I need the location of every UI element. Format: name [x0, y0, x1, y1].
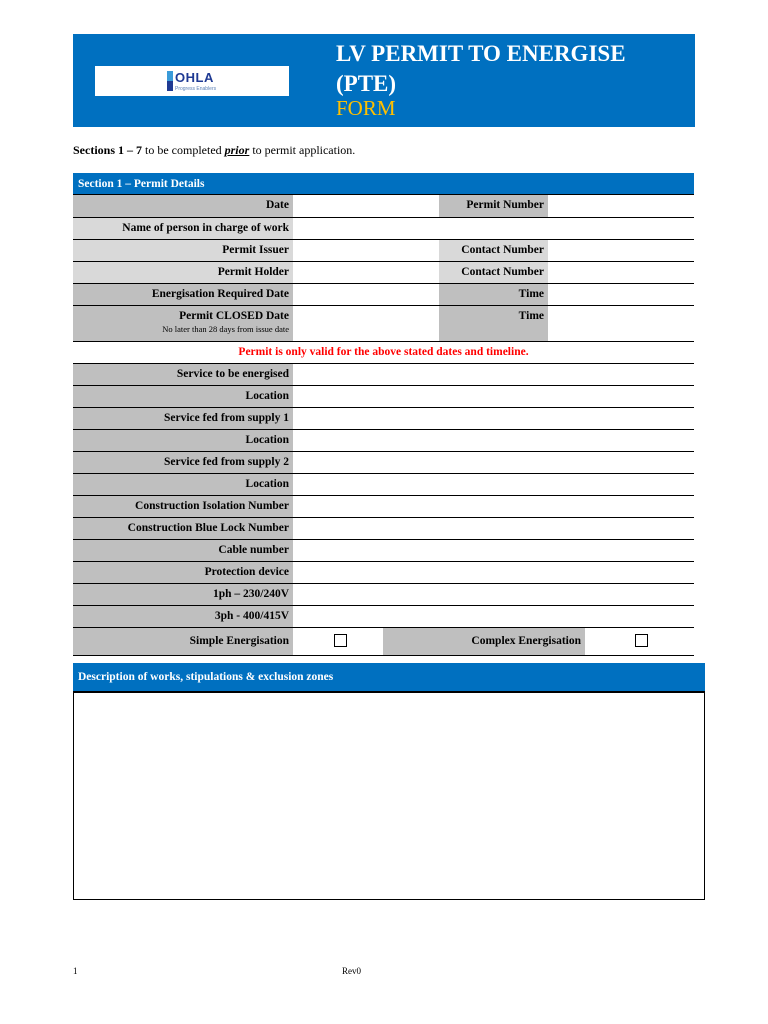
row-energisation-type: [73, 628, 694, 656]
row-energisation-date: [73, 284, 694, 306]
simple-energisation-checkbox[interactable]: [334, 634, 347, 647]
label-permit-holder: Permit Holder: [73, 262, 293, 283]
simple-energisation-cell: [293, 628, 383, 655]
complex-energisation-cell: [585, 628, 694, 655]
closed-date-field[interactable]: [293, 306, 439, 341]
label-supply-2: Service fed from supply 2: [73, 452, 293, 473]
intro-end: to permit application.: [249, 143, 356, 157]
label-1ph: 1ph – 230/240V: [73, 584, 293, 605]
description-textarea[interactable]: [73, 692, 705, 900]
permit-issuer-field[interactable]: [293, 240, 439, 261]
validity-notice-row: [73, 342, 694, 364]
row-supply-1: [73, 408, 694, 430]
form-title-line-1: LV PERMIT TO ENERGISE: [336, 41, 626, 66]
row-location-2: [73, 430, 694, 452]
intro-middle: to be completed: [142, 143, 225, 157]
cable-number-field[interactable]: [293, 540, 694, 561]
3ph-field[interactable]: [293, 606, 694, 627]
row-person-in-charge: [73, 218, 694, 240]
label-blue-lock-number: Construction Blue Lock Number: [73, 518, 293, 539]
1ph-field[interactable]: [293, 584, 694, 605]
row-service: [73, 364, 694, 386]
person-in-charge-field[interactable]: [293, 218, 694, 239]
form-header: [73, 34, 695, 127]
label-3ph: 3ph - 400/415V: [73, 606, 293, 627]
logo-text: OHLA: [175, 70, 214, 85]
complex-energisation-checkbox[interactable]: [635, 634, 648, 647]
intro-sections: Sections 1 – 7: [73, 143, 142, 157]
label-location-3: Location: [73, 474, 293, 495]
permit-number-field[interactable]: [548, 195, 694, 217]
revision-label: Rev0: [342, 966, 361, 976]
form-title-line-2: (PTE): [336, 71, 397, 96]
location-3-field[interactable]: [293, 474, 694, 495]
row-closed-date: [73, 306, 694, 342]
label-person-in-charge: Name of person in charge of work: [73, 218, 293, 239]
row-blue-lock-number: [73, 518, 694, 540]
label-location-1: Location: [73, 386, 293, 407]
form-subtitle: FORM: [336, 96, 396, 120]
row-protection-device: [73, 562, 694, 584]
label-contact-number-2: Contact Number: [439, 262, 548, 283]
protection-device-field[interactable]: [293, 562, 694, 583]
row-3ph: [73, 606, 694, 628]
description-header: Description of works, stipulations & exclusion zones: [73, 663, 705, 692]
label-permit-issuer: Permit Issuer: [73, 240, 293, 261]
row-location-1: [73, 386, 694, 408]
blue-lock-number-field[interactable]: [293, 518, 694, 539]
label-permit-number: Permit Number: [439, 195, 548, 217]
label-time-1: Time: [439, 284, 548, 305]
isolation-number-field[interactable]: [293, 496, 694, 517]
label-simple-energisation: Simple Energisation: [73, 628, 293, 655]
service-energised-field[interactable]: [293, 364, 694, 385]
label-complex-energisation: Complex Energisation: [383, 628, 585, 655]
location-1-field[interactable]: [293, 386, 694, 407]
logo-tagline: Progress Enablers: [175, 86, 217, 92]
location-2-field[interactable]: [293, 430, 694, 451]
row-isolation-number: [73, 496, 694, 518]
page-number: 1: [73, 966, 78, 976]
row-supply-2: [73, 452, 694, 474]
label-date: Date: [73, 195, 293, 217]
time-1-field[interactable]: [548, 284, 694, 305]
label-service-energised: Service to be energised: [73, 364, 293, 385]
supply-2-field[interactable]: [293, 452, 694, 473]
validity-notice: Permit is only valid for the above stated dates and timeline.: [238, 346, 529, 358]
row-cable-number: [73, 540, 694, 562]
label-closed-date-cell: [73, 306, 293, 341]
time-2-field[interactable]: [548, 306, 694, 341]
label-isolation-number: Construction Isolation Number: [73, 496, 293, 517]
contact-number-2-field[interactable]: [548, 262, 694, 283]
section-1-header: Section 1 – Permit Details: [73, 173, 694, 195]
company-logo: [95, 66, 289, 96]
label-energisation-date: Energisation Required Date: [73, 284, 293, 305]
label-location-2: Location: [73, 430, 293, 451]
row-permit-holder: [73, 262, 694, 284]
energisation-date-field[interactable]: [293, 284, 439, 305]
label-cable-number: Cable number: [73, 540, 293, 561]
intro-emphasis: prior: [224, 143, 250, 157]
label-contact-number-1: Contact Number: [439, 240, 548, 261]
permit-holder-field[interactable]: [293, 262, 439, 283]
row-permit-issuer: [73, 240, 694, 262]
supply-1-field[interactable]: [293, 408, 694, 429]
row-date: [73, 195, 694, 218]
label-protection-device: Protection device: [73, 562, 293, 583]
logo-icon: [167, 71, 173, 91]
date-field[interactable]: [293, 195, 439, 217]
row-location-3: [73, 474, 694, 496]
intro-instruction: [73, 143, 355, 158]
label-time-2: Time: [439, 306, 548, 341]
contact-number-1-field[interactable]: [548, 240, 694, 261]
closed-date-note: No later than 28 days from issue date: [162, 324, 289, 334]
label-supply-1: Service fed from supply 1: [73, 408, 293, 429]
label-closed-date: Permit CLOSED Date: [179, 310, 289, 322]
row-1ph: [73, 584, 694, 606]
